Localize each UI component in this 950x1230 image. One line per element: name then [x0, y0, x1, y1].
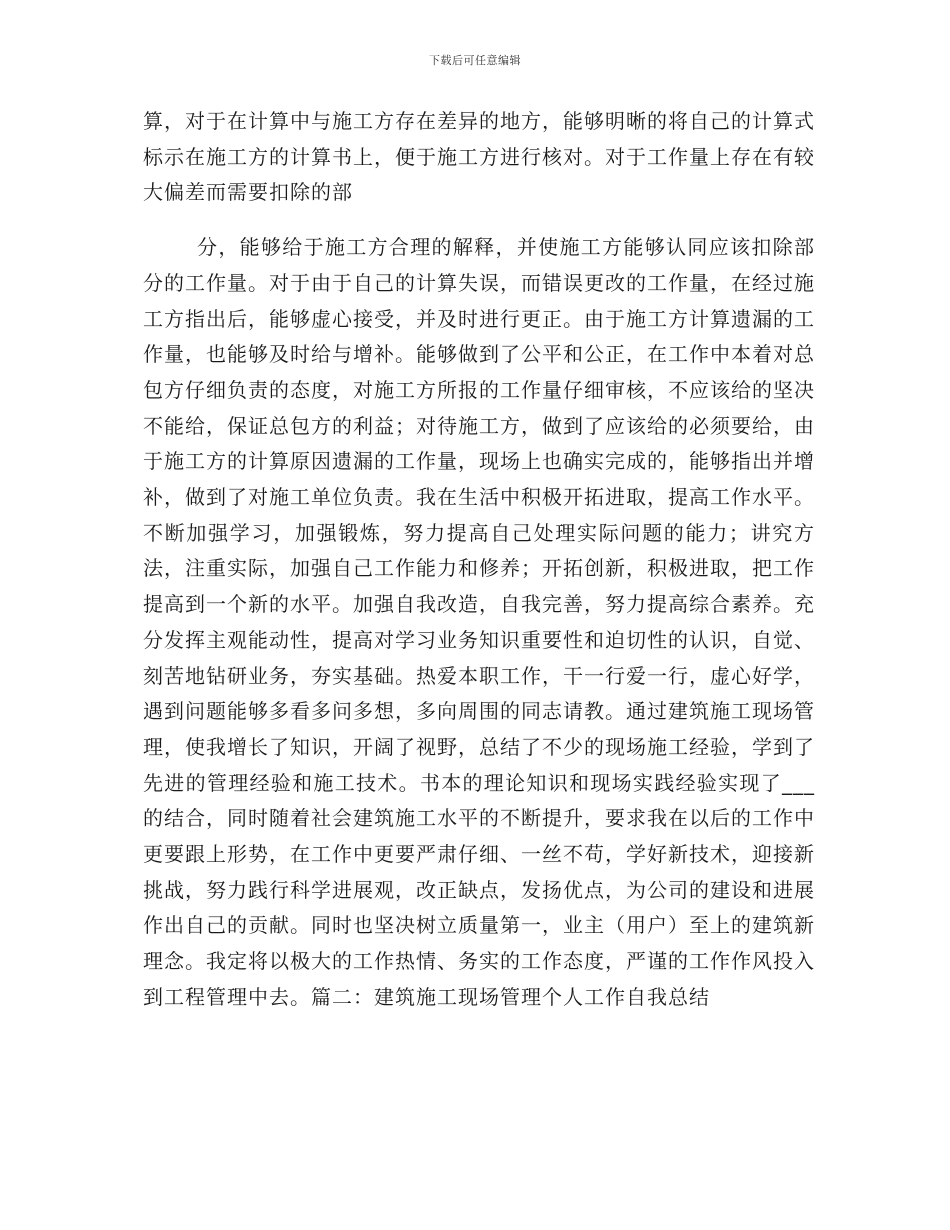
page-header: 下载后可任意编辑 [429, 54, 521, 67]
document-body [143, 104, 815, 1016]
paragraph-2: 分，能够给于施工方合理的解释，并使施工方能够认同应该扣除部分的工作量。对于由于自己的计算失误，而错误更改的工作量，在经过施工方指出后，能够虚心接受，并及时进行更正。由于施工方计算遗漏的工作量，也能够及时给与增补。能够做到了公平和公正，在工作中本着对总包方仔细负责的态度，对施工方所报的工作量仔细审核，不应该给的坚决不能给，保证总包方的利益；对待施工方，做到了应该给的必须要给，由于施工方的计算原因遗漏的工作量，现场上也确实完成的，能够指出并增补，做到了对施工单位负责。我在生活中积极开拓进取，提高工作水平。不断加强学习，加强锻炼，努力提高自己处理实际问题的能力；讲究方法，注重实际，加强自己工作能力和修养；开拓创新，积极进取，把工作提高到一个新的水平。加强自我改造，自我完善，努力提高综合素养。充分发挥主观能动性，提高对学习业务知识重要性和迫切性的认识，自觉、刻苦地钻研业务，夯实基础。热爱本职工作，干一行爱一行，虚心好学，遇到问题能够多看多问多想，多向周围的同志请教。通过建筑施工现场管理，使我增长了知识，开阔了视野，总结了不少的现场施工经验，学到了先进的管理经验和施工技术。书本的理论知识和现场实践经验实现了___的结合，同时随着社会建筑施工水平的不断提升，要求我在以后的工作中更要跟上形势，在工作中更要严肃仔细、一丝不苟，学好新技术，迎接新挑战，努力践行科学进展观，改正缺点，发扬优点，为公司的建设和进展作出自己的贡献。同时也坚决树立质量第一，业主（用户）至上的建筑新理念。我定将以极大的工作热情、务实的工作态度，严谨的工作作风投入到工程管理中去。篇二：建筑施工现场管理个人工作自我总结 [143, 235, 815, 1009]
paragraph-1: 算，对于在计算中与施工方存在差异的地方，能够明晰的将自己的计算式标示在施工方的计算书上，便于施工方进行核对。对于工作量上存在有较大偏差而需要扣除的部 [143, 109, 815, 205]
